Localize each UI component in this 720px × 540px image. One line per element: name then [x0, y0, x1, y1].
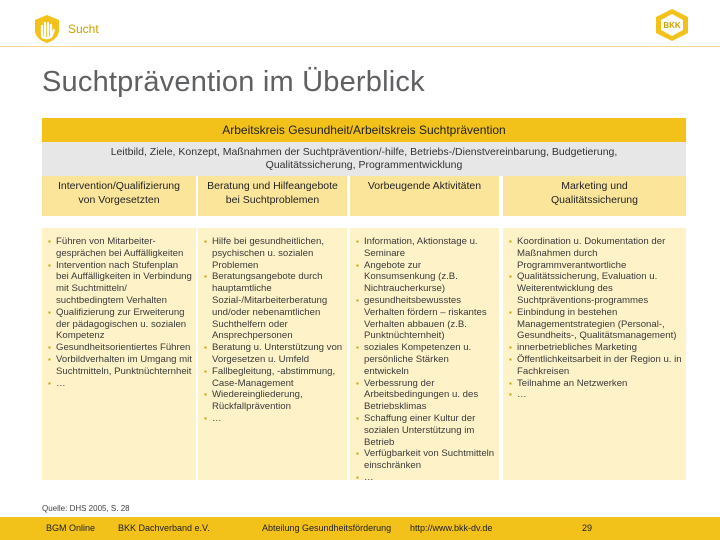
column-head-line: Marketing und — [561, 180, 628, 192]
column-head-line: Beratung und Hilfeangebote — [207, 180, 338, 192]
list-item: ▪ innerbetriebliches Marketing — [509, 342, 682, 354]
source-note: Quelle: DHS 2005, S. 28 — [42, 504, 130, 513]
list-item: ▪ Intervention nach Stufenplan bei Auffälligkeiten in Verbindung mit Suchtmitteln/ suchtbedingtem Verhalten — [48, 260, 192, 307]
column-head-marketing — [503, 176, 686, 216]
column-head-beratung — [198, 176, 347, 216]
column-body-vorbeugende — [350, 228, 499, 483]
list-item: ▪ Angebote zur Konsumsenkung (z.B. Nichtraucherkurse) — [356, 260, 495, 295]
column-head-line: bei Suchtproblemen — [225, 194, 320, 206]
band-arbeitskreis: Arbeitskreis Gesundheit/Arbeitskreis Suchtprävention — [42, 118, 686, 142]
bkk-logo-icon — [648, 8, 696, 42]
list-item: ▪ Öffentlichkeitsarbeit in der Region u. in Fachkreisen — [509, 354, 682, 378]
footer-bgm-online: BGM Online — [46, 523, 96, 533]
bullet-list — [48, 236, 192, 389]
stop-hand-icon — [33, 14, 61, 44]
list-item: ▪ … — [204, 413, 343, 425]
column-body-intervention — [42, 228, 196, 480]
bullet-list — [356, 236, 495, 484]
column-body-marketing — [503, 228, 686, 480]
page-number: 29 — [582, 523, 593, 533]
list-item: ▪ Gesundheitsorientiertes Führen — [48, 342, 192, 354]
list-item: ▪ … — [356, 472, 495, 484]
list-item: ▪ Information, Aktionstage u. Seminare — [356, 236, 495, 260]
column-head-vorbeugende — [350, 176, 499, 216]
footer-department: Abteilung Gesundheitsförderung — [262, 523, 392, 533]
page-title: Suchtprävention im Überblick — [42, 66, 425, 98]
column-body-beratung — [198, 228, 347, 480]
list-item: ▪ Qualitätssicherung, Evaluation u. Weiterentwicklung des Suchtpräventions-programmes — [509, 271, 682, 306]
column-head-line: Intervention/Qualifizierung — [58, 180, 180, 192]
band-leitbild-line1: Leitbild, Ziele, Konzept, Maßnahmen der Suchtprävention/-hilfe, Betriebs-/Dienstvereinbarung, Budgetierung, — [110, 146, 618, 158]
column-head-line: Vorbeugende Aktivitäten — [367, 180, 482, 192]
bullet-list — [509, 236, 682, 401]
list-item: ▪ Vorbildverhalten im Umgang mit Suchtmitteln, Punktnüchternheit — [48, 354, 192, 378]
list-item: ▪ Beratungsangebote durch hauptamtliche Sozial-/Mitarbeiterberatung und/oder nebenamtlichen Suchthelfern oder Ansprechpersonen — [204, 271, 343, 342]
list-item: ▪ Qualifizierung zur Erweiterung der pädagogischen u. sozialen Kompetenz — [48, 307, 192, 342]
list-item: ▪ Fallbegleitung, -abstimmung, Case-Management — [204, 366, 343, 390]
list-item: ▪ gesundheitsbewusstes Verhalten fördern – riskantes Verhalten abbauen (z.B. Punktnüchternheit) — [356, 295, 495, 342]
list-item: ▪ Hilfe bei gesundheitlichen, psychischen u. sozialen Problemen — [204, 236, 343, 271]
band-leitbild — [42, 142, 686, 176]
header-rule — [0, 46, 720, 47]
list-item: ▪ Verbessrung der Arbeitsbedingungen u. des Betriebsklimas — [356, 378, 495, 413]
list-item: ▪ Verfügbarkeit von Suchtmitteln einschränken — [356, 448, 495, 472]
slide-header — [0, 0, 720, 60]
column-head-intervention — [42, 176, 196, 216]
list-item: ▪ Koordination u. Dokumentation der Maßnahmen durch Programmverantwortliche — [509, 236, 682, 271]
list-item: ▪ … — [509, 389, 682, 401]
list-item: ▪ Beratung u. Unterstützung von Vorgesetzen u. Umfeld — [204, 342, 343, 366]
list-item: ▪ Einbindung in bestehen Managementstrategien (Personal-, Gesundheits-, Qualitätsmanagement) — [509, 307, 682, 342]
list-item: ▪ … — [48, 378, 192, 390]
list-item: ▪ Führen von Mitarbeiter-gesprächen bei Auffälligkeiten — [48, 236, 192, 260]
section-label: Sucht — [68, 22, 99, 36]
list-item: ▪ soziales Kompetenzen u. persönliche Stärken entwickeln — [356, 342, 495, 377]
bkk-logo-text: BKK — [663, 21, 681, 30]
column-head-line: Qualitätssicherung — [551, 194, 638, 206]
column-head-line: von Vorgesetzten — [78, 194, 160, 206]
footer-bar — [0, 517, 720, 540]
bullet-list — [204, 236, 343, 425]
footer-url-link[interactable]: http://www.bkk-dv.de — [410, 523, 493, 533]
list-item: ▪ Schaffung einer Kultur der sozialen Unterstützung im Betrieb — [356, 413, 495, 448]
band-leitbild-line2: Qualitätssicherung, Programmentwicklung — [265, 159, 463, 171]
footer-bkk-dachverband: BKK Dachverband e.V. — [118, 523, 210, 533]
list-item: ▪ Teilnahme an Netzwerken — [509, 378, 682, 390]
list-item: ▪ Wiedereingliederung, Rückfallprävention — [204, 389, 343, 413]
